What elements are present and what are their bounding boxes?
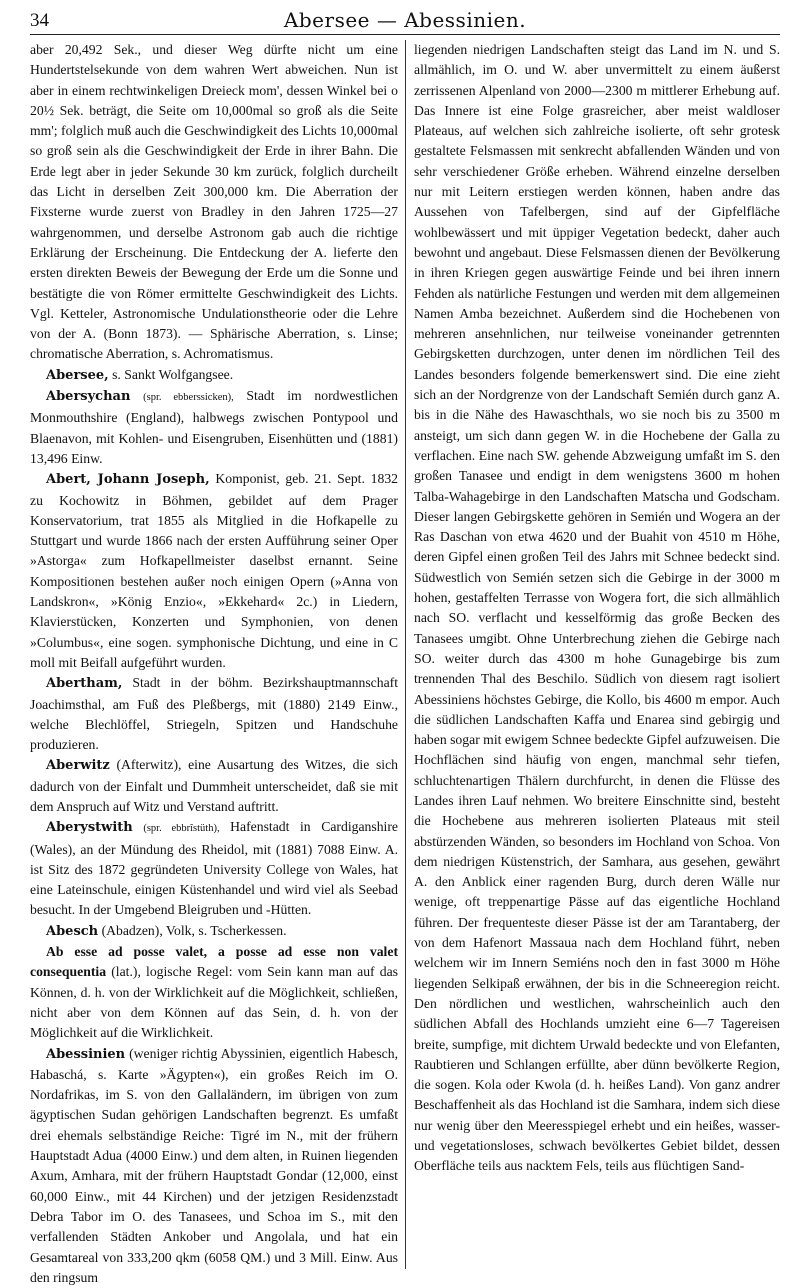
entry-text: (weniger richtig Abyssinien, eigentlich Habesch, Habaschá, s. Karte »Ägypten«), ein großes Reich im O. Nordafrikas, im S. von den Gallaländern, im übrigen von zum ägyptischen Sudan gehörigen Landschaften begrenzt. Es umfaßt drei ehemals selbständige Reiche: Tigré im N., mit der frühern Hauptstadt Adua (4000 Einw.) und dem alten, in Ruinen liegenden Axum, Amhara, mit der frühern Hauptstadt Gondar (12,000, einst 60,000 Einw., mit 44 Kirchen) und der jetzigen Residenzstadt Debra Tabor im O. des Tanasees, und Schoa im S., mit den verfallenden Städten Ankober und Angolala, und hat ein Gesamtareal von 333,200 qkm (6058 QM.) und 3 Mill. Einw. Aus den ringsum (30, 1045, 399, 1285)
pronunciation: (spr. ebberssicken), (143, 392, 234, 404)
entry-abert (30, 469, 398, 673)
entry-text: (Afterwitz), eine Ausartung des Witzes, die sich dadurch von der Einfalt und Dummheit unterscheidet, daß sie mit dem Anspruch auf Witz und Verstand auftritt. (30, 757, 398, 814)
headword: Ab esse ad posse valet, a posse ad esse non valet consequentia (30, 944, 398, 980)
right-column (414, 40, 780, 1269)
paragraph-abessinien-continued: liegenden niedrigen Landschaften steigt das Land im N. und S. allmählich, im O. und W. aber unvermittelt zu einem äußerst zerrissenen Alpenland von 2000—2300 m mittlerer Erhebung auf. Das Innere ist eine Folge grasreicher, aber meist waldloser Plateaus, auf welchen sich zahlreiche isolierte, oft sehr grotesk gestaltete Felsmassen mit senkrecht abfallenden Wänden und von sehr verschiedener Größe erheben. Während einzelne derselben nur mit Leitern erstiegen werden können, haben andre das Aussehen von Tafelbergen, sind auf der Gipfelfläche wohlbewässert und mit üppiger Vegetation bedeckt, daher auch bewohnt und angebaut. Diese Felsmassen dienen der Bevölkerung in ihren Kriegen gegen auswärtige Feinde und bei ihren innern Fehden als natürliche Festungen und werden mit dem allgemeinen Namen Amba bezeichnet. Außerdem sind die Hochebenen von mehreren ansehnlichen, nur teilweise voneinander getrennten Gebirgsketten durchzogen, unter denen im nördlichen Teil des Landes besonders folgende bemerkenswert sind. Die eine zieht sich an der Nordgrenze von der Landschaft Semién durch ganz A. bis in die Nähe des Hawaschthals, wo sie noch bis zu 3500 m ansteigt, um sich dann gegen W. in die Hochebene der Galla zu verflachen. Eine nach SW. gehende Abzweigung umfaßt im S. den großen Tanasee und endigt in dem wenigstens 3600 m hohen Talba-Wahagebirge in den Landschaften Matscha und Godscham. Dieser langen Gebirgskette gehören in Semién und Wogera an der Ras Daschan von etwa 4620 und der Buahit von 4510 m Höhe, deren Gipfel einen großen Teil des Jahrs mit Schnee bedeckt sind. Südwestlich von Semién setzen sich die Gebirge in der 3000 m hohen, gestaffelten Terrasse von Wogera fort, die sich allmählich nach SO. verflacht und kesselförmig das große Becken des Tanasees umgibt. Ohne Unterbrechung ziehen die Gebirge nach SO. weiter durch das 4300 m hohe Gunagebirge bis zum trennenden Thal des Beschilo. Südlich von diesem ragt isoliert Abessiniens höchstes Gebirge, die Kollo, bis 4600 m empor. Auch die südlichen Landschaften Kaffa und Enarea sind gebirgig und haben sogar mit ewigem Schnee bedeckte Gipfel aufzuweisen. Die Hochflächen sind häufig von engen, manchmal sehr tiefen, schluchtenartigen Thälern durchfurcht, in denen die Flüsse des Landes ihren Lauf nehmen. Wo breitere Einschnitte sind, besteht die Hochebene aus mehreren isolierten Plateaus mit steil abstürzenden Wänden, so besonders im Hochland von Schoa. Von dem niedrigen Küstenstrich, der Samhara, aus gesehen, gewährt A. den Anblick einer ragenden Burg, durch deren Wälle nur wenige, oft treppenartige Pässe auf das eigentliche Hochland führen. Der frequenteste dieser Pässe ist der am Tarantaberg, der von dem Hafenort Massaua nach dem Hochland führt, neben welchem wir im Innern Semiéns noch den in fast 3000 m Höhe liegenden Selkipaß erwähnen, der bis in die Schneeregion reicht. Den nördlichen und westlichen, wahrscheinlich auch den südlichen Abfall des Hochlands umzieht eine 6—7 Tagereisen breite, sumpfige, mit dichtem Urwald bedeckte und von Elefanten, Raubtieren und Schlangen erfüllte, aber dünn bevölkerte Region, die sogen. Kola oder Kwola (d. h. heißes Land). Von ganz andrer Beschaffenheit als das Hochland ist die Samhara, indem sich diese nur wenig über den Meeresspiegel erhebt und ein heißes, wasser- und vegetationsloses, schwach bevölkertes Gebiet bildet, dessen Oberfläche teils aus nacktem Fels, teils aus flüchtigen Sand- (414, 42, 781, 1174)
headword: Abertham, (46, 676, 123, 692)
entry-aberystwith (30, 817, 398, 920)
entry-ab-esse-ad-posse (30, 942, 398, 1043)
paragraph-aberration-continued: aber 20,492 Sek., und dieser Weg dürfte nicht um eine Hundertstelsekunde von dem wahren Wert abweichen. Nun ist aber in einem rechtwinkeligen Dreieck mom', dessen Winkel bei o 20½ Sek. beträgt, die Seite om 10,000mal so groß als die Seite mm'; folglich muß auch die Geschwindigkeit des Lichts 10,000mal so groß sein als die Geschwindigkeit der Erde in ihrer Bahn. Die Erde legt aber in jeder Sekunde 30 km zurück, folglich durcheilt das Licht in derselben Zeit 300,000 km. Die Aberration der Fixsterne wurde zuerst von Bradley in den Jahren 1725—27 wahrgenommen, und derselbe Astronom gab auch die richtige Erklärung der Erscheinung. Die Entdeckung der A. lieferte den ersten direkten Beweis der Bewegung der Erde um die Sonne und bestätigte die von Römer ermittelte Geschwindigkeit des Lichts. Vgl. Ketteler, Astronomische Undulationstheorie oder die Lehre von der A. (Bonn 1873). — Sphärische Aberration, s. Linse; chromatische Aberration, s. Achromatismus. (30, 42, 398, 362)
headword: Abersychan (46, 389, 131, 405)
page-number: 34 (30, 10, 49, 31)
headword: Abert, Johann Joseph, (46, 472, 210, 488)
entry-abessinien (30, 1044, 398, 1288)
entry-text: Stadt im nordwestlichen Monmouthshire (England), halbwegs zwischen Pontypool und Blaenavon, mit Kohlen- und Eisengruben, Eisenhütten und (1881) 13,496 Einw. (30, 388, 398, 466)
column-divider (405, 40, 406, 1269)
running-head: Abersee — Abessinien. (283, 8, 527, 32)
entry-abersee (30, 365, 398, 386)
headword: Aberystwith (46, 820, 133, 836)
left-column (30, 40, 399, 1285)
entry-text: Stadt in der böhm. Bezirkshauptmannschaft Joachimsthal, am Fuß des Pleßbergs, mit (1880) 2149 Einw., welche Blechlöffel, Striegeln, Spitzen und Handschuhe produzieren. (30, 675, 399, 753)
entry-abersychan (30, 386, 398, 469)
headword: Abesch (46, 923, 99, 939)
entry-text: Komponist, geb. 21. Sept. 1832 zu Kochowitz in Böhmen, gebildet auf dem Prager Konservatorium, trat 1855 als Mitglied in die Hofkapelle zu Stuttgart und wurde 1866 nach der ersten Aufführung seiner Oper »Astorga« zum Hofkapellmeister daselbst ernannt. Seine Kompositionen bestehen außer noch einigen Opern (»Anna von Landskron«, »König Enzio«, »Ekkehard« 2c.) in Liedern, Klavierstücken, Konzerten und Symphonien, von denen »Columbus«, eine sogen. symphonische Dichtung, und eine in C moll mit Beifall aufgeführt wurden. (30, 471, 399, 670)
entry-text: s. Sankt Wolfgangsee. (112, 366, 234, 382)
page-header (30, 6, 780, 35)
entry-text: (lat.), logische Regel: vom Sein kann man auf das Können, d. h. von der Wirklichkeit auf die Möglichkeit, schließen, nicht aber von dem Können auf das Sein, d. h. von der Möglichkeit auf die Wirklichkeit. (30, 964, 399, 1041)
entry-abertham (30, 673, 398, 755)
entry-aberwitz (30, 755, 398, 817)
entry-text: Hafenstadt in Cardiganshire (Wales), an der Mündung des Rheidol, mit (1881) 7088 Einw. A. ist Sitz des 1872 gegründeten University College von Wales, hat eine Lateinschule, einigen Küstenhandel und wird viel als Seebad besucht. In der Umgebend Bleigruben und -Hütten. (30, 819, 398, 918)
headword: Abessinien (46, 1046, 126, 1062)
headword: Aberwitz (46, 758, 110, 774)
pronunciation: (spr. ebbrîstüth), (143, 823, 220, 835)
entry-text: (Abadzen), Volk, s. Tscherkessen. (101, 922, 287, 938)
headword: Abersee, (46, 367, 109, 383)
entry-abesch (30, 921, 398, 942)
